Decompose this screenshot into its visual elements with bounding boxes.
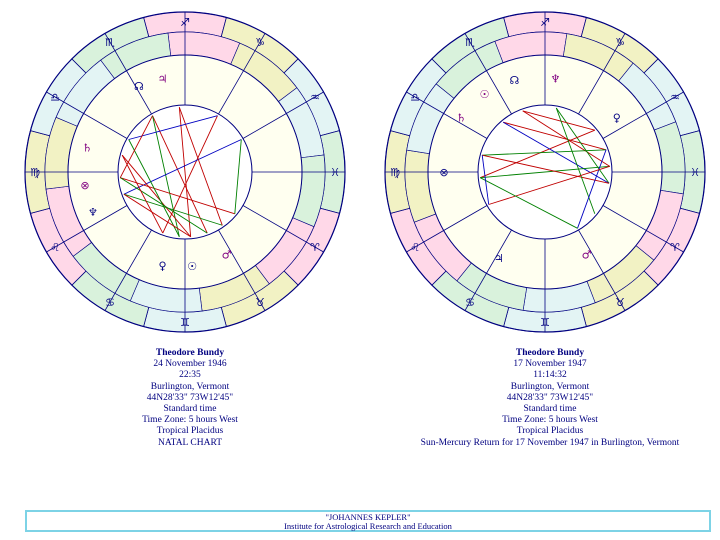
footer-title: "JOHANNES KEPLER" — [325, 512, 411, 522]
zodiac-sign-icon: ♋ — [465, 295, 475, 309]
planet-glyph-icon: ☉ — [187, 260, 198, 274]
zodiac-sign-icon: ♏ — [465, 36, 475, 50]
natal-time: 22:35 — [179, 370, 201, 381]
natal-house-system: Tropical Placidus — [156, 426, 224, 437]
natal-chart-wheel — [25, 12, 345, 332]
planet-glyph-icon: ♄ — [456, 111, 467, 125]
zodiac-sign-icon: ♉ — [615, 295, 625, 309]
planet-glyph-icon: ♀ — [158, 259, 167, 273]
return-chart-wheel — [385, 12, 705, 332]
planet-glyph-icon: ♆ — [87, 206, 98, 220]
zodiac-sign-icon: ♒ — [309, 91, 320, 104]
zodiac-sign-icon: ♓ — [690, 166, 700, 179]
natal-time-type: Standard time — [163, 404, 217, 415]
zodiac-sign-icon: ♍ — [30, 166, 40, 179]
zodiac-sign-icon: ♊ — [540, 316, 550, 329]
natal-place: Burlington, Vermont — [150, 381, 230, 392]
return-person-name: Theodore Bundy — [515, 348, 585, 358]
zodiac-sign-icon: ♈ — [309, 241, 320, 254]
zodiac-sign-icon: ♍ — [390, 166, 400, 179]
planet-glyph-icon: ♀ — [612, 111, 621, 125]
return-time-type: Standard time — [523, 404, 577, 415]
planet-glyph-icon: ♃ — [493, 252, 504, 266]
zodiac-sign-icon: ♑ — [255, 36, 265, 50]
planet-glyph-icon: ♂ — [581, 248, 592, 262]
return-house-system: Tropical Placidus — [516, 426, 584, 437]
footer-institute: Institute for Astrological Research and Education — [284, 521, 452, 531]
planet-glyph-icon: ♆ — [550, 72, 561, 86]
zodiac-sign-icon: ♑ — [615, 36, 625, 50]
zodiac-sign-icon: ♐ — [180, 16, 190, 29]
zodiac-sign-icon: ♎ — [410, 91, 421, 104]
natal-chart-type: NATAL CHART — [157, 437, 223, 448]
planet-glyph-icon: ♄ — [82, 141, 93, 155]
return-place: Burlington, Vermont — [510, 381, 590, 392]
planet-glyph-icon: ⊗ — [80, 179, 90, 193]
return-coordinates: 44N28'33" 73W12'45" — [506, 392, 594, 403]
planet-glyph-icon: ☉ — [479, 88, 490, 102]
natal-chart-caption — [40, 348, 340, 449]
return-chart-caption — [400, 348, 700, 449]
zodiac-sign-icon: ♌ — [50, 241, 61, 254]
planet-glyph-icon: ♃ — [157, 72, 168, 86]
return-chart-type: Sun-Mercury Return for 17 November 1947 in Burlington, Vermont — [420, 437, 680, 448]
planet-glyph-icon: ⊗ — [439, 166, 449, 179]
planet-glyph-icon: ☊ — [133, 79, 144, 93]
zodiac-sign-icon: ♋ — [105, 295, 115, 309]
zodiac-sign-icon: ♌ — [410, 241, 421, 254]
institute-footer-box — [25, 510, 711, 532]
return-time: 11:14:32 — [533, 370, 567, 381]
return-time-zone: Time Zone: 5 hours West — [502, 415, 598, 426]
zodiac-sign-icon: ♐ — [540, 16, 550, 29]
natal-coordinates: 44N28'33" 73W12'45" — [146, 392, 234, 403]
natal-date: 24 November 1946 — [153, 359, 227, 370]
planet-glyph-icon: ☊ — [509, 74, 520, 88]
zodiac-sign-icon: ♎ — [50, 91, 61, 104]
zodiac-sign-icon: ♏ — [105, 36, 115, 50]
zodiac-sign-icon: ♈ — [669, 241, 680, 254]
natal-time-zone: Time Zone: 5 hours West — [142, 415, 238, 426]
zodiac-sign-icon: ♒ — [669, 91, 680, 104]
natal-person-name: Theodore Bundy — [155, 348, 225, 358]
return-date: 17 November 1947 — [513, 359, 587, 370]
zodiac-sign-icon: ♊ — [180, 316, 190, 329]
zodiac-sign-icon: ♓ — [330, 166, 340, 179]
planet-glyph-icon: ♂ — [221, 248, 232, 262]
zodiac-sign-icon: ♉ — [255, 295, 265, 309]
